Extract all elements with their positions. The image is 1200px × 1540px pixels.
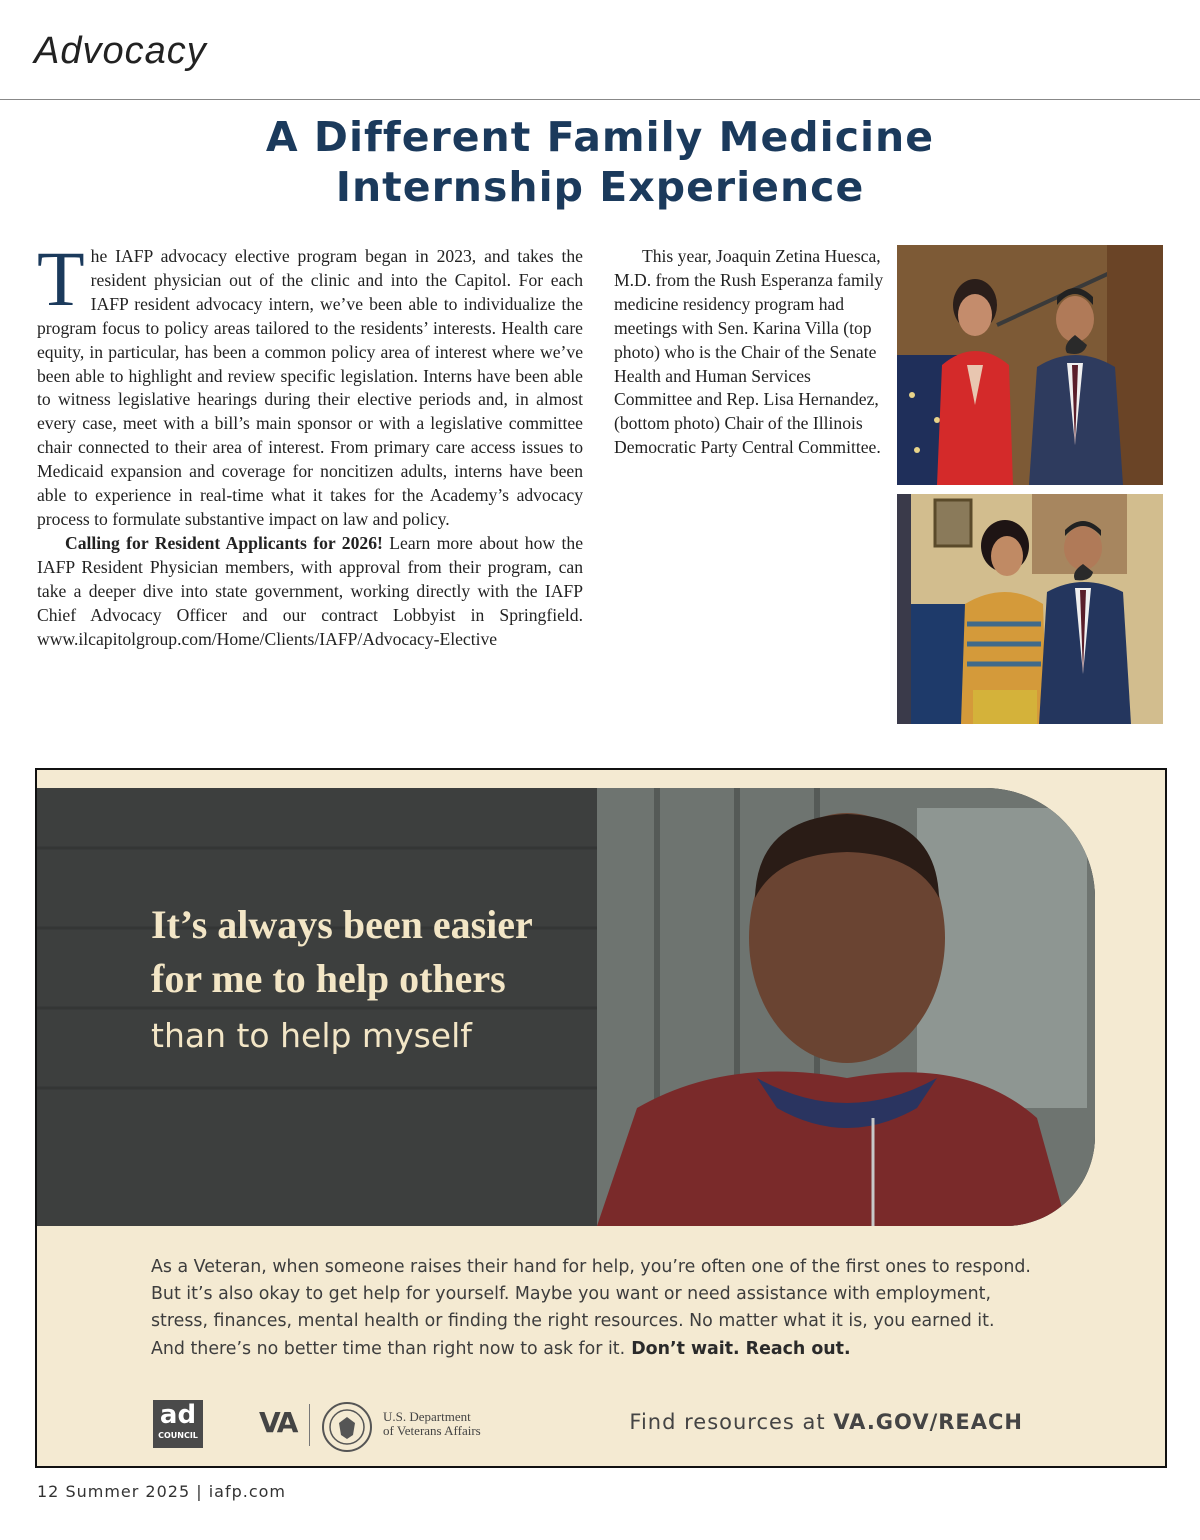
title-line-1: A Different Family Medicine bbox=[265, 113, 935, 161]
article-paragraph-3: This year, Joaquin Zetina Huesca, M.D. from the Rush Esperanza family medicine residency program had meetings with Sen. Karina Villa (top photo) who is the Chair of the Senate Health and Human Services Committee and Rep. Lisa Hernandez, (bottom photo) Chair of the Illinois Democratic Party Central Committee. bbox=[614, 246, 884, 458]
ad-body-main: As a Veteran, when someone raises their hand for help, you’re often one of the first ones to respond. But it’s also okay to get help for yourself. Maybe you want or need assistance with employment, stress, finances, mental health or finding the right resources. No matter what it is, you earned it. And there’s no better time than right now to ask for it. bbox=[151, 1257, 1031, 1359]
top-photo-illustration bbox=[897, 245, 1163, 485]
ad-cta-text: Find resources at bbox=[629, 1410, 834, 1434]
bottom-photo bbox=[897, 494, 1163, 724]
va-seal-icon bbox=[321, 1401, 373, 1453]
ad-headline-line-2: for me to help others bbox=[151, 956, 506, 1001]
ad-photo bbox=[37, 788, 1095, 1226]
ad-body-callout: Don’t wait. Reach out. bbox=[625, 1338, 851, 1359]
article-title bbox=[0, 112, 1200, 212]
va-name bbox=[383, 1410, 481, 1438]
paragraph-1-text: he IAFP advocacy elective program began in 2023, and takes the resident physician out of the clinic and into the Capitol. For each IAFP resident advocacy intern, we’ve been able to individualize the program focus to policy areas tailored to the residents’ interests. Health care equity, in particular, has been a common policy area of interest where we’ve been able to highlight and review specific legislation. Interns have been able to witness legislative hearings during their elective periods and, in almost every case, meet with a bill’s main sponsor or with a legislative committee chair connected to their area of interest. From primary care access issues to Medicaid expansion and coverage for noncitizen adults, interns have been able to experience in real-time what it takes for the Academy’s advocacy process to formulate substantive impact on law and policy. bbox=[37, 246, 583, 529]
ad-council-logo bbox=[153, 1400, 203, 1448]
ad-body-text bbox=[151, 1254, 1031, 1363]
ad-photo-illustration bbox=[37, 788, 1095, 1226]
call-for-applicants: Calling for Resident Applicants for 2026! bbox=[65, 532, 383, 553]
bottom-photo-illustration bbox=[897, 494, 1163, 724]
top-photo bbox=[897, 245, 1163, 485]
va-reach-link[interactable]: VA.GOV/REACH bbox=[833, 1410, 1023, 1434]
header-divider bbox=[0, 99, 1200, 100]
article-paragraph-1 bbox=[37, 235, 583, 532]
page-footer: 12 Summer 2025 | iafp.com bbox=[37, 1482, 286, 1501]
paragraph-2-text: Learn more about how the IAFP Resident Physician members, with approval from their program, can take a deeper dive into state government, working directly with the IAFP Chief Advocacy Officer and our contract Lobbyist in Springfield. www.ilcapitolgroup.com/Home/Clients/IAFP/Advocacy-Elective bbox=[37, 532, 584, 649]
title-line-2: Internship Experience bbox=[335, 163, 865, 211]
ad-headline-line-1: It’s always been easier bbox=[151, 902, 533, 947]
va-logo-divider bbox=[309, 1404, 310, 1446]
drop-cap: T bbox=[37, 235, 85, 322]
ad-council-logo-small: COUNCIL bbox=[158, 1431, 198, 1440]
va-advertisement bbox=[35, 768, 1167, 1468]
section-label: Advocacy bbox=[34, 30, 207, 72]
ad-headline bbox=[151, 898, 533, 1006]
ad-call-to-action bbox=[629, 1410, 1023, 1434]
va-logo-mark: VA bbox=[259, 1406, 297, 1439]
va-name-line-2: of Veterans Affairs bbox=[383, 1423, 481, 1438]
ad-council-logo-big: ad bbox=[159, 1400, 197, 1430]
article-middle-column bbox=[614, 245, 886, 460]
va-name-line-1: U.S. Department bbox=[383, 1409, 471, 1424]
ad-subline: than to help myself bbox=[151, 1016, 472, 1055]
article-paragraph-2 bbox=[37, 532, 583, 652]
article-left-column bbox=[37, 235, 584, 651]
